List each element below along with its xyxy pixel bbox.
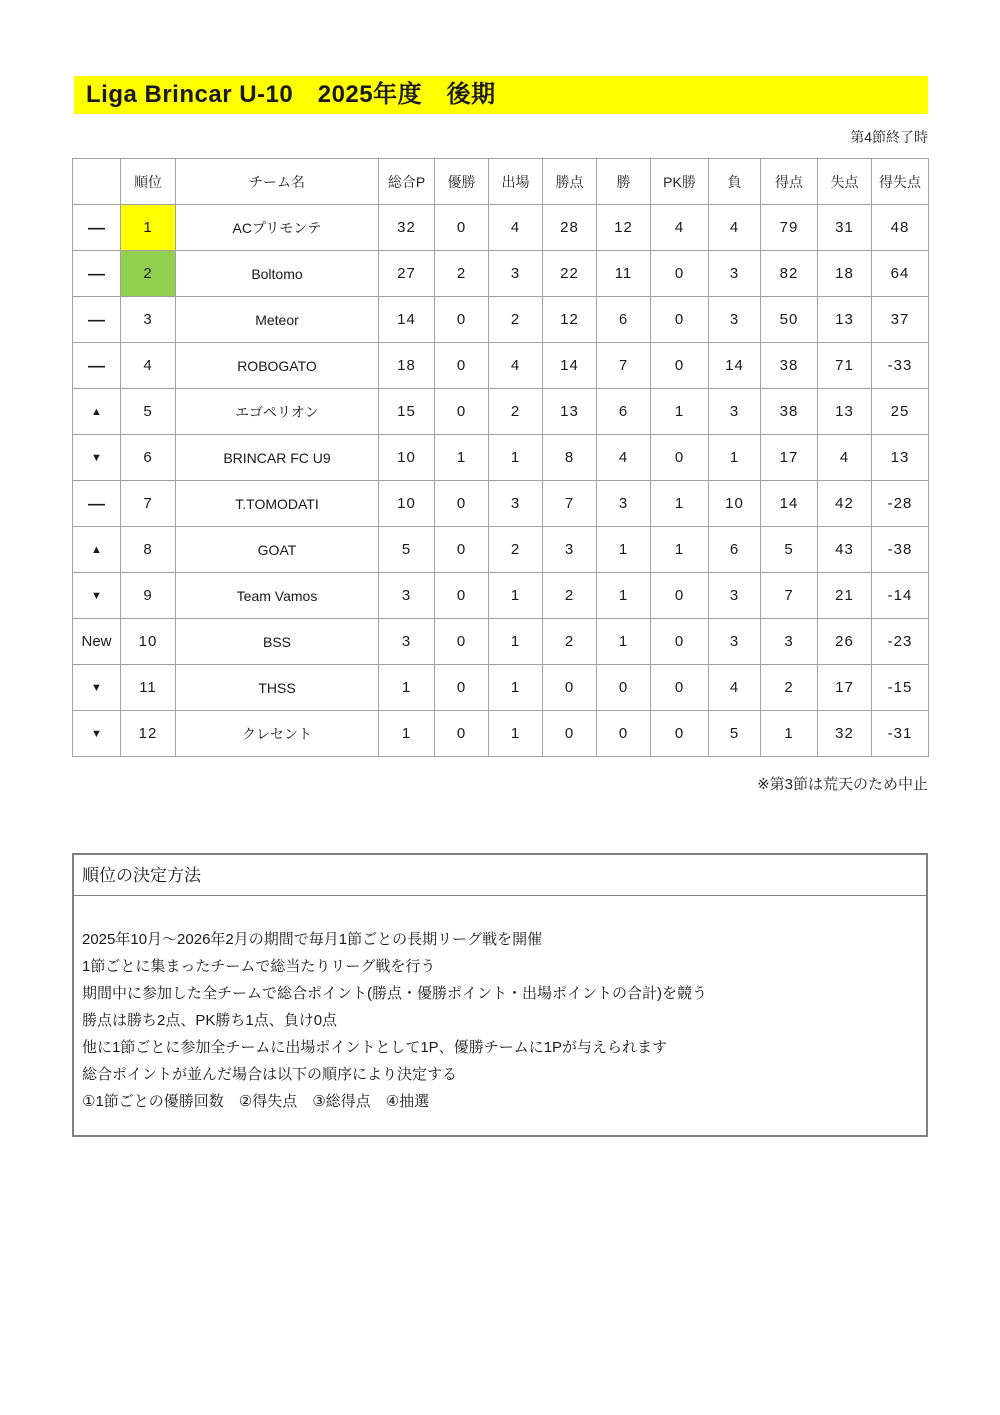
stat-cell: 1 — [489, 435, 543, 481]
team-name-cell: Team Vamos — [176, 573, 379, 619]
stat-cell: 1 — [597, 573, 651, 619]
stat-cell: 0 — [435, 389, 489, 435]
table-row — [73, 343, 929, 389]
rank-cell: 8 — [121, 527, 176, 573]
stat-cell: 1 — [489, 665, 543, 711]
team-name-cell: Boltomo — [176, 251, 379, 297]
team-name-cell: T.TOMODATI — [176, 481, 379, 527]
stat-cell: 3 — [489, 251, 543, 297]
stat-cell: 3 — [709, 619, 761, 665]
team-name-cell: BRINCAR FC U9 — [176, 435, 379, 481]
column-header: 出場 — [489, 159, 543, 205]
stat-cell: -28 — [872, 481, 929, 527]
stat-cell: 27 — [379, 251, 435, 297]
stat-cell: 10 — [379, 481, 435, 527]
rules-line: 総合ポイントが並んだ場合は以下の順序により決定する — [82, 1066, 458, 1083]
stat-cell: 0 — [651, 343, 709, 389]
stat-cell: 26 — [818, 619, 872, 665]
stat-cell: 50 — [761, 297, 818, 343]
cancellation-footnote: ※第3節は荒天のため中止 — [757, 776, 928, 793]
stat-cell: 21 — [818, 573, 872, 619]
rank-cell: 7 — [121, 481, 176, 527]
rank-change-cell: — — [73, 205, 121, 251]
stat-cell: 1 — [489, 573, 543, 619]
stat-cell: 31 — [818, 205, 872, 251]
stat-cell: 6 — [597, 389, 651, 435]
stat-cell: 4 — [709, 205, 761, 251]
stat-cell: 10 — [379, 435, 435, 481]
stat-cell: -23 — [872, 619, 929, 665]
stat-cell: 82 — [761, 251, 818, 297]
stat-cell: 0 — [597, 665, 651, 711]
table-row — [73, 665, 929, 711]
rank-change-cell: — — [73, 481, 121, 527]
header-row — [73, 159, 929, 205]
stat-cell: 4 — [489, 205, 543, 251]
stat-cell: 15 — [379, 389, 435, 435]
stat-cell: 1 — [379, 711, 435, 757]
rank-change-cell: New — [73, 619, 121, 665]
stat-cell: 71 — [818, 343, 872, 389]
stat-cell: -31 — [872, 711, 929, 757]
stat-cell: 3 — [709, 573, 761, 619]
stat-cell: 12 — [543, 297, 597, 343]
column-header: 得失点 — [872, 159, 929, 205]
table-row — [73, 435, 929, 481]
rank-change-cell: ▲ — [73, 389, 121, 435]
stat-cell: 3 — [597, 481, 651, 527]
team-name-cell: クレセント — [176, 711, 379, 757]
stat-cell: 0 — [435, 297, 489, 343]
stat-cell: -38 — [872, 527, 929, 573]
stat-cell: 3 — [379, 573, 435, 619]
column-header: 勝点 — [543, 159, 597, 205]
column-header: 勝 — [597, 159, 651, 205]
stat-cell: 4 — [818, 435, 872, 481]
stat-cell: 48 — [872, 205, 929, 251]
stat-cell: 0 — [597, 711, 651, 757]
stat-cell: 1 — [379, 665, 435, 711]
matchday-status-label: 第4節終了時 — [850, 129, 928, 145]
table-row — [73, 619, 929, 665]
stat-cell: 5 — [379, 527, 435, 573]
stat-cell: 0 — [651, 619, 709, 665]
league-title-bar — [74, 76, 928, 114]
stat-cell: 0 — [651, 711, 709, 757]
stat-cell: 0 — [435, 205, 489, 251]
stat-cell: 10 — [709, 481, 761, 527]
stat-cell: 0 — [651, 435, 709, 481]
stat-cell: 13 — [818, 389, 872, 435]
rank-change-cell: ▼ — [73, 711, 121, 757]
rules-line: 勝点は勝ち2点、PK勝ち1点、負け0点 — [82, 1012, 338, 1029]
rank-change-cell: — — [73, 251, 121, 297]
rank-cell: 11 — [121, 665, 176, 711]
rank-cell: 9 — [121, 573, 176, 619]
column-header: 得点 — [761, 159, 818, 205]
stat-cell: 0 — [435, 711, 489, 757]
stat-cell: 3 — [709, 251, 761, 297]
stat-cell: 2 — [543, 573, 597, 619]
stat-cell: 13 — [543, 389, 597, 435]
stat-cell: 4 — [597, 435, 651, 481]
stat-cell: 4 — [651, 205, 709, 251]
team-name-cell: GOAT — [176, 527, 379, 573]
stat-cell: 3 — [379, 619, 435, 665]
stat-cell: 5 — [709, 711, 761, 757]
stat-cell: 1 — [651, 389, 709, 435]
rank-change-cell: ▼ — [73, 573, 121, 619]
team-name-cell: Meteor — [176, 297, 379, 343]
stat-cell: 1 — [651, 527, 709, 573]
stat-cell: 37 — [872, 297, 929, 343]
stat-cell: 13 — [818, 297, 872, 343]
table-row — [73, 205, 929, 251]
stat-cell: 17 — [761, 435, 818, 481]
stat-cell: 64 — [872, 251, 929, 297]
stat-cell: 2 — [489, 527, 543, 573]
stat-cell: 3 — [761, 619, 818, 665]
rank-cell: 4 — [121, 343, 176, 389]
stat-cell: -15 — [872, 665, 929, 711]
stat-cell: 1 — [651, 481, 709, 527]
column-header: 失点 — [818, 159, 872, 205]
table-row — [73, 389, 929, 435]
page-title: Liga Brincar U-10 2025年度 後期 — [86, 81, 496, 108]
stat-cell: 6 — [597, 297, 651, 343]
stat-cell: 1 — [709, 435, 761, 481]
stat-cell: 14 — [543, 343, 597, 389]
stat-cell: 2 — [435, 251, 489, 297]
stat-cell: 2 — [489, 389, 543, 435]
stat-cell: 0 — [543, 711, 597, 757]
stat-cell: 28 — [543, 205, 597, 251]
stat-cell: 7 — [543, 481, 597, 527]
stat-cell: 1 — [597, 619, 651, 665]
stat-cell: 2 — [761, 665, 818, 711]
stat-cell: 18 — [379, 343, 435, 389]
table-row — [73, 297, 929, 343]
column-header: PK勝 — [651, 159, 709, 205]
stat-cell: 13 — [872, 435, 929, 481]
stat-cell: 0 — [435, 665, 489, 711]
team-name-cell: エゴペリオン — [176, 389, 379, 435]
table-row — [73, 527, 929, 573]
standings-table-header — [73, 159, 929, 205]
stat-cell: 6 — [709, 527, 761, 573]
stat-cell: 3 — [543, 527, 597, 573]
stat-cell: -14 — [872, 573, 929, 619]
stat-cell: 3 — [709, 389, 761, 435]
stat-cell: 32 — [818, 711, 872, 757]
stat-cell: 2 — [543, 619, 597, 665]
rank-cell: 3 — [121, 297, 176, 343]
rules-line: ①1節ごとの優勝回数 ②得失点 ③総得点 ④抽選 — [82, 1093, 430, 1110]
rules-line: 期間中に参加した全チームで総合ポイント(勝点・優勝ポイント・出場ポイントの合計)を競う — [82, 985, 707, 1002]
ranking-rules-body — [74, 896, 926, 1115]
column-header: 順位 — [121, 159, 176, 205]
stat-cell: 12 — [597, 205, 651, 251]
rank-cell: 5 — [121, 389, 176, 435]
stat-cell: 1 — [597, 527, 651, 573]
rank-change-cell: — — [73, 343, 121, 389]
stat-cell: 22 — [543, 251, 597, 297]
stat-cell: 79 — [761, 205, 818, 251]
rank-cell: 10 — [121, 619, 176, 665]
ranking-rules-heading: 順位の決定方法 — [74, 855, 926, 896]
column-header: 負 — [709, 159, 761, 205]
standings-table — [72, 158, 929, 757]
ranking-rules-box — [72, 853, 928, 1137]
stat-cell: 0 — [435, 573, 489, 619]
rank-change-cell: ▲ — [73, 527, 121, 573]
rules-line: 2025年10月～2026年2月の期間で毎月1節ごとの長期リーグ戦を開催 — [82, 931, 543, 948]
stat-cell: 3 — [709, 297, 761, 343]
rank-change-cell: ▼ — [73, 665, 121, 711]
stat-cell: 25 — [872, 389, 929, 435]
stat-cell: 0 — [435, 343, 489, 389]
rank-cell: 12 — [121, 711, 176, 757]
stat-cell: 14 — [709, 343, 761, 389]
stat-cell: 1 — [435, 435, 489, 481]
stat-cell: 1 — [761, 711, 818, 757]
stat-cell: 2 — [489, 297, 543, 343]
stat-cell: 18 — [818, 251, 872, 297]
stat-cell: 4 — [709, 665, 761, 711]
stat-cell: 4 — [489, 343, 543, 389]
stat-cell: 42 — [818, 481, 872, 527]
stat-cell: 14 — [379, 297, 435, 343]
stat-cell: 7 — [597, 343, 651, 389]
stat-cell: 38 — [761, 389, 818, 435]
stat-cell: 1 — [489, 619, 543, 665]
column-header: 優勝 — [435, 159, 489, 205]
stat-cell: 43 — [818, 527, 872, 573]
rank-cell: 2 — [121, 251, 176, 297]
rank-change-cell: — — [73, 297, 121, 343]
stat-cell: 0 — [651, 665, 709, 711]
rank-cell: 6 — [121, 435, 176, 481]
column-header: チーム名 — [176, 159, 379, 205]
team-name-cell: BSS — [176, 619, 379, 665]
stat-cell: 0 — [543, 665, 597, 711]
table-row — [73, 573, 929, 619]
stat-cell: 14 — [761, 481, 818, 527]
team-name-cell: THSS — [176, 665, 379, 711]
rules-line: 他に1節ごとに参加全チームに出場ポイントとして1P、優勝チームに1Pが与えられます — [82, 1039, 668, 1056]
table-row — [73, 481, 929, 527]
stat-cell: 3 — [489, 481, 543, 527]
stat-cell: 5 — [761, 527, 818, 573]
stat-cell: 0 — [651, 297, 709, 343]
table-row — [73, 251, 929, 297]
team-name-cell: ROBOGATO — [176, 343, 379, 389]
table-row — [73, 711, 929, 757]
stat-cell: 1 — [489, 711, 543, 757]
stat-cell: 11 — [597, 251, 651, 297]
rules-line: 1節ごとに集まったチームで総当たりリーグ戦を行う — [82, 958, 436, 975]
stat-cell: -33 — [872, 343, 929, 389]
stat-cell: 0 — [435, 527, 489, 573]
team-name-cell: ACプリモンテ — [176, 205, 379, 251]
stat-cell: 0 — [435, 619, 489, 665]
stat-cell: 0 — [651, 573, 709, 619]
stat-cell: 17 — [818, 665, 872, 711]
column-header: 総合P — [379, 159, 435, 205]
rank-cell: 1 — [121, 205, 176, 251]
stat-cell: 0 — [651, 251, 709, 297]
stat-cell: 7 — [761, 573, 818, 619]
stat-cell: 0 — [435, 481, 489, 527]
stat-cell: 32 — [379, 205, 435, 251]
stat-cell: 38 — [761, 343, 818, 389]
column-header — [73, 159, 121, 205]
stat-cell: 8 — [543, 435, 597, 481]
rank-change-cell: ▼ — [73, 435, 121, 481]
standings-table-body — [73, 205, 929, 757]
